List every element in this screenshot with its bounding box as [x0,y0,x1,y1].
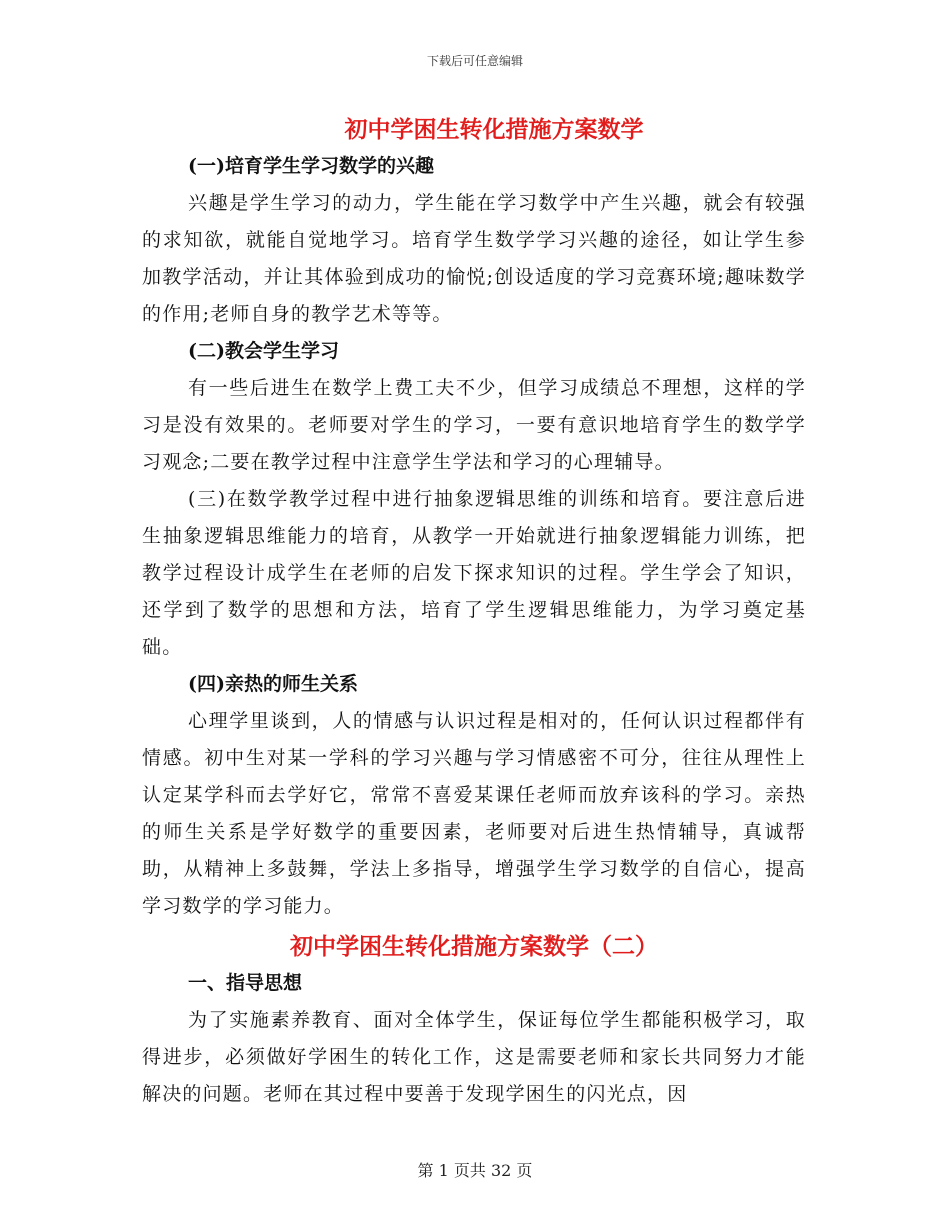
paragraph-1: 兴趣是学生学习的动力，学生能在学习数学中产生兴趣，就会有较强的求知欲，就能自觉地学习。培育学生数学学习兴趣的途径，如让学生参加教学活动，并让其体验到成功的愉悦;创设适度的学习竞赛环境;趣味数学的作用;老师自身的教学艺术等等。 [142,192,806,325]
paragraph-3: (三)在数学教学过程中进行抽象逻辑思维的训练和培育。要注意后进生抽象逻辑思维能力的培育，从教学一开始就进行抽象逻辑能力训练，把教学过程设计成学生在老师的启发下探求知识的过程。学生学会了知识，还学到了数学的思想和方法，培育了学生逻辑思维能力，为学习奠定基础。 [142,488,806,658]
document-title-2: 初中学困生转化措施方案数学（二） [290,933,658,960]
page-footer: 第 1 页共 32 页 [417,1161,533,1180]
section-heading-2: (二)教会学生学习 [188,340,339,362]
paragraph-5: 为了实施素养教育、面对全体学生，保证每位学生都能积极学习，取得进步，必须做好学困生的转化工作，这是需要老师和家长共同努力才能解决的问题。老师在其过程中要善于发现学困生的闪光点，因 [142,1009,806,1105]
paragraph-4: 心理学里谈到，人的情感与认识过程是相对的，任何认识过程都伴有情感。初中生对某一学科的学习兴趣与学习情感密不可分，往往从理性上认定某学科而去学好它，常常不喜爱某课任老师而放弃该科的学习。亲热的师生关系是学好数学的重要因素，老师要对后进生热情辅导，真诚帮助，从精神上多鼓舞，学法上多指导，增强学生学习数学的自信心，提高学习数学的学习能力。 [142,710,806,917]
section-heading-1: (一)培育学生学习数学的兴趣 [188,155,434,177]
section-heading-5: 一、指导思想 [188,972,303,994]
page-header: 下载后可任意编辑 [426,54,523,68]
document-title: 初中学困生转化措施方案数学 [344,116,644,143]
document-body [142,112,806,1113]
section-heading-4: (四)亲热的师生关系 [188,673,358,695]
paragraph-2: 有一些后进生在数学上费工夫不少，但学习成绩总不理想，这样的学习是没有效果的。老师要对学生的学习，一要有意识地培育学生的数学学习观念;二要在教学过程中注意学生学法和学习的心理辅导。 [142,377,806,473]
